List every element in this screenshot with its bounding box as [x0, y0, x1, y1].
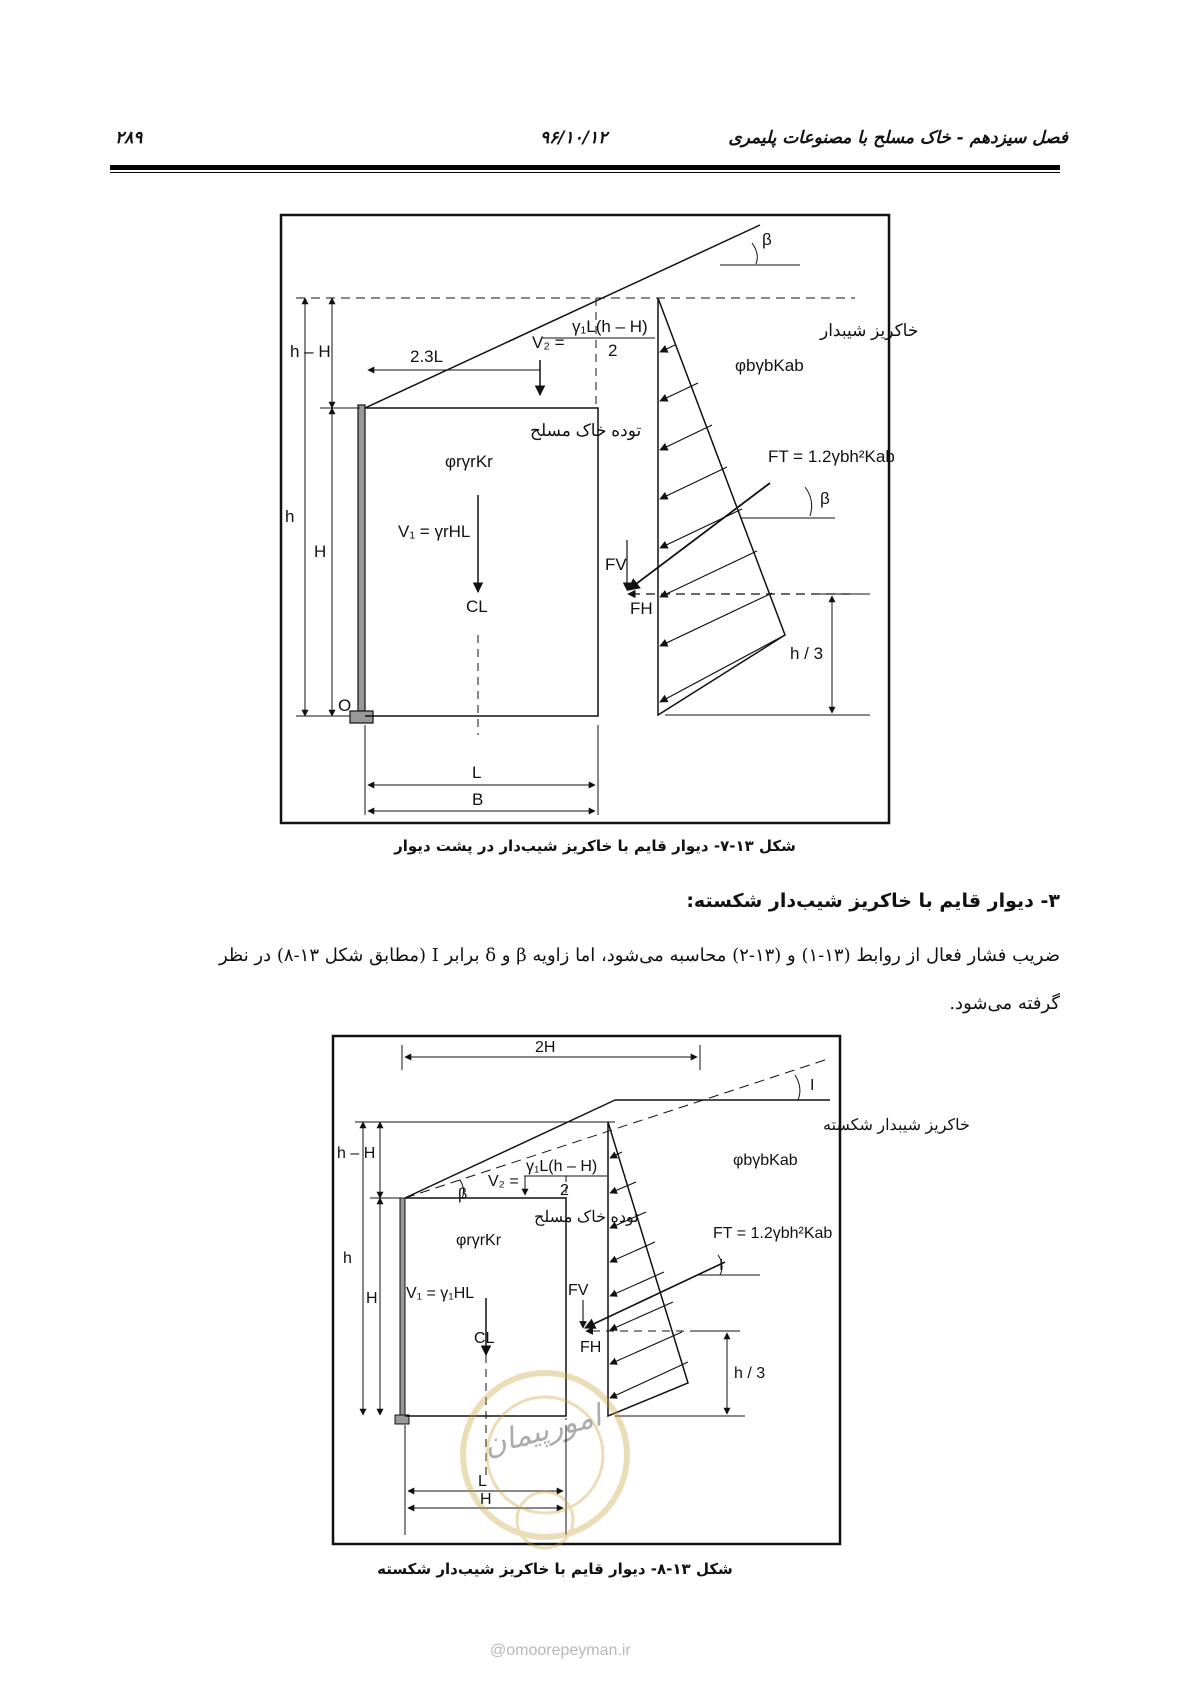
fig2-V2-den: 2 [560, 1182, 569, 1199]
fig1-V2-den: 2 [608, 341, 618, 360]
figure-1 [281, 215, 889, 823]
fig1-h-minus-H: h – H [290, 342, 331, 361]
fig1-V2-lhs: V₂ = [532, 333, 565, 352]
fig2-backfill-title: خاکریز شیبدار شکسته [823, 1117, 970, 1134]
fig2-h: h [343, 1250, 352, 1267]
fig2-V1: V₁ = γ₁HL [406, 1285, 475, 1302]
chapter-title: فصل سیزدهم - خاک مسلح با مصنوعات پلیمری [728, 128, 1068, 148]
fig2-V2-num: γ₁L(h – H) [526, 1158, 598, 1175]
fig2-2H: 2H [535, 1039, 556, 1056]
fig1-backfill-title: خاکریز شیبدار [820, 321, 919, 340]
fig1-L: L [472, 763, 482, 782]
fig2-L: L [478, 1473, 487, 1490]
section-heading: ۳- دیوار قایم با خاکریز شیب‌دار شکسته: [686, 890, 1060, 912]
figure-2-caption: شکل ۱۳-۸- دیوار قایم با خاکریز شیب‌دار شکسته [377, 1560, 733, 1578]
wall-facing [358, 405, 365, 711]
pressure-diagram-2 [608, 1122, 688, 1416]
fig2-CL: CL [474, 1330, 495, 1347]
watermark-seal [463, 1373, 627, 1548]
fig1-reinforced-title: توده خاک مسلح [530, 421, 642, 440]
fig2-V2-lhs: V₂ = [488, 1173, 519, 1190]
fig1-reinforced-params: φrγrKr [445, 452, 493, 471]
fig2-I-top: I [810, 1077, 815, 1094]
watermark-site-url: @omoorepeyman.ir [490, 1642, 631, 1659]
header-date: ۹۶/۱۰/۱۲ [540, 128, 608, 148]
figure-1-caption: شکل ۱۳-۷- دیوار قایم با خاکریز شیب‌دار در پشت دیوار [394, 837, 796, 855]
fig1-label-2.3L: 2.3L [410, 347, 444, 366]
fig1-h-over-3: h / 3 [790, 644, 824, 663]
fig1-H: H [314, 542, 327, 561]
fig2-reinforced-title: توده خاک مسلح [534, 1209, 639, 1226]
FT-arrow-1 [628, 483, 770, 590]
fig1-FT: FT = 1.2γbh²Kab [768, 447, 895, 466]
fig2-FH: FH [580, 1339, 602, 1356]
wall-facing-2 [400, 1198, 405, 1415]
fig2-H: H [366, 1290, 378, 1307]
fig1-beta-top: β [762, 230, 772, 249]
fig1-CL: CL [466, 597, 488, 616]
fig2-h-minus-H: h – H [337, 1145, 376, 1162]
paragraph-line-1: ضریب فشار فعال از روابط (۱۳-۱) و (۱۳-۲) محاسبه می‌شود، اما زاویه β و δ برابر I (مطابق شکل ۱۳-۸) در نظر [219, 945, 1060, 966]
seal-text: امورپیمان [480, 1399, 605, 1463]
fig1-beta-mid: β [820, 489, 830, 508]
fig2-FT: FT = 1.2γbh²Kab [713, 1225, 833, 1242]
fig2-h-over-3: h / 3 [734, 1365, 766, 1382]
fig2-I-mid: I [719, 1257, 724, 1274]
fig1-h: h [285, 507, 295, 526]
fig1-B: B [472, 790, 484, 809]
fig2-backfill-params: φbγbKab [733, 1152, 798, 1169]
fig1-FH: FH [630, 599, 653, 618]
paragraph-line-2: گرفته می‌شود. [949, 993, 1060, 1014]
FT-arrow-2 [585, 1262, 725, 1328]
fig2-H-bottom: H [480, 1491, 492, 1508]
figure-2-labels [337, 1039, 970, 1508]
fig2-FV: FV [568, 1282, 589, 1299]
fig1-O: O [338, 696, 352, 715]
fig1-V1: V₁ = γrHL [398, 522, 471, 541]
fig1-V2-num: γ₁L(h – H) [572, 317, 648, 336]
page-number: ۲۸۹ [115, 128, 143, 148]
figure-1-labels [285, 230, 918, 809]
fig1-FV: FV [605, 555, 627, 574]
wall-footing [350, 711, 373, 723]
slope-line [365, 225, 760, 408]
fig1-backfill-params: φbγbKab [735, 356, 804, 375]
fig2-reinforced-params: φrγrKr [456, 1232, 502, 1249]
fig2-beta: β [458, 1186, 468, 1203]
